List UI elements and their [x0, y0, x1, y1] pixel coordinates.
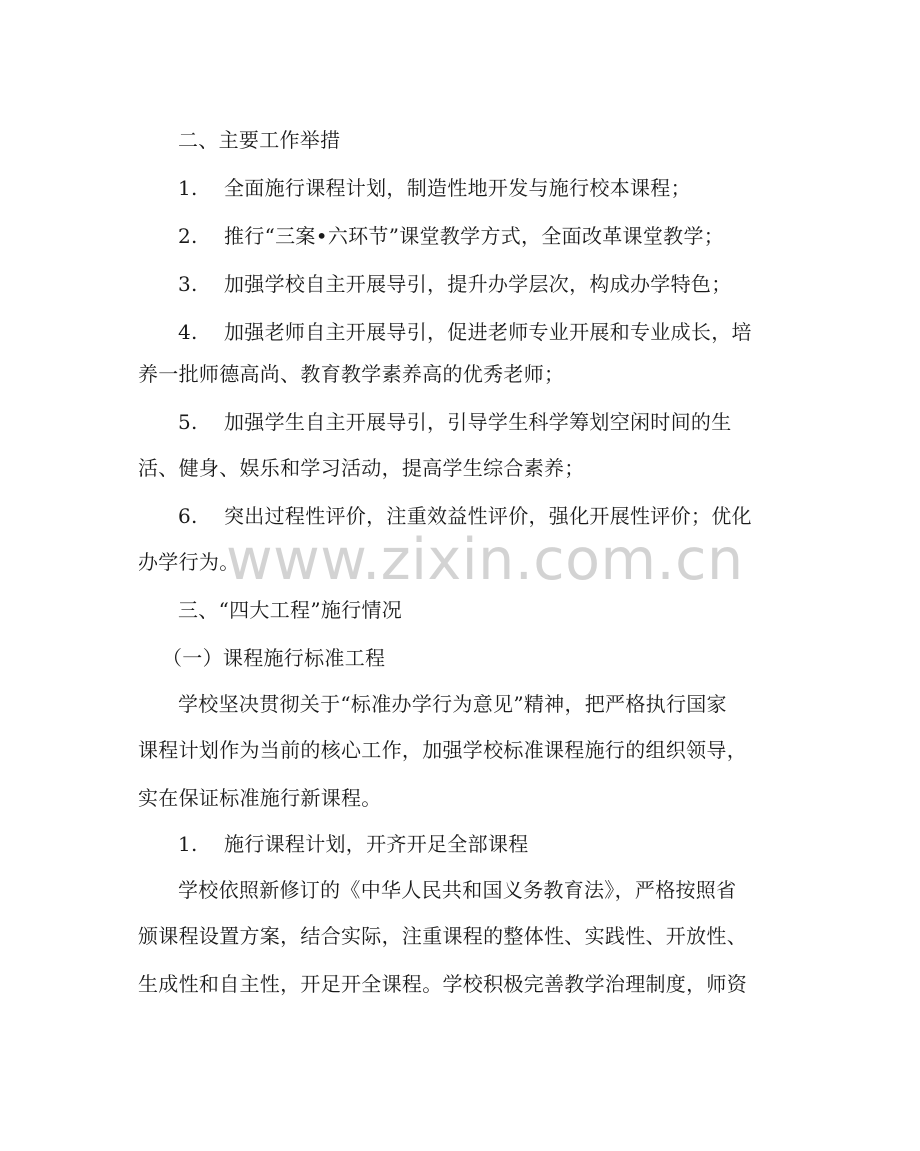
item-number: 4. — [178, 320, 198, 344]
list-item-5-cont — [138, 456, 585, 480]
line-text: 活、健身、娱乐和学习活动，提高学生综合素养； — [138, 456, 585, 480]
line-text: （一）课程施行标准工程 — [162, 646, 386, 670]
line-text: 生成性和自主性，开足开全课程。学校积极完善教学治理制度，师资 — [138, 972, 747, 996]
item-number: 5. — [178, 410, 198, 434]
paragraph-line — [138, 738, 747, 762]
line-text: 推行“三案•六环节”课堂教学方式，全面改革课堂教学； — [224, 224, 725, 248]
line-text: 学校依照新修订的《中华人民共和国义务教育法》，严格按照省 — [178, 878, 737, 902]
paragraph-line — [138, 924, 747, 948]
line-text: 突出过程性评价，注重效益性评价，强化开展性评价；优化 — [224, 504, 752, 528]
item-number: 1. — [178, 176, 198, 200]
paragraph-line — [178, 878, 736, 902]
line-text: 办学行为。 — [138, 550, 240, 574]
list-item-6 — [178, 504, 752, 528]
line-text: 施行课程计划，开齐开足全部课程 — [224, 832, 529, 856]
list-item-4 — [178, 320, 752, 344]
subsection-heading-1 — [162, 646, 385, 670]
list-item-4-cont — [138, 362, 564, 386]
paragraph-line — [138, 786, 382, 810]
list-item-6-cont — [138, 550, 240, 574]
paragraph-line — [138, 972, 747, 996]
line-text: 全面施行课程计划，制造性地开发与施行校本课程； — [224, 176, 691, 200]
section-heading-2 — [178, 128, 340, 152]
watermark: www.zixin.com.cn — [226, 527, 744, 593]
line-text: 三、“四大工程”施行情况 — [178, 598, 403, 622]
list-item-5 — [178, 410, 732, 434]
line-text: 二、主要工作举措 — [178, 128, 341, 152]
line-text: 课程计划作为当前的核心工作，加强学校标准课程施行的组织领导， — [138, 738, 747, 762]
list-item-2 — [178, 224, 724, 248]
list-item-3 — [178, 272, 732, 296]
line-text: 养一批师德高尚、教育教学素养高的优秀老师； — [138, 362, 565, 386]
item-number: 1. — [178, 832, 198, 856]
line-text: 加强学校自主开展导引，提升办学层次，构成办学特色； — [224, 272, 732, 296]
paragraph-line — [178, 692, 727, 716]
item-number: 6. — [178, 504, 198, 528]
item-number: 3. — [178, 272, 198, 296]
line-text: 颁课程设置方案，结合实际，注重课程的整体性、实践性、开放性、 — [138, 924, 747, 948]
line-text: 加强老师自主开展导引，促进老师专业开展和专业成长，培 — [224, 320, 752, 344]
list-item-subsection-1 — [178, 832, 529, 856]
list-item-1 — [178, 176, 691, 200]
item-number: 2. — [178, 224, 198, 248]
line-text: 加强学生自主开展导引，引导学生科学筹划空闲时间的生 — [224, 410, 732, 434]
line-text: 实在保证标准施行新课程。 — [138, 786, 382, 810]
line-text: 学校坚决贯彻关于“标准办学行为意见”精神，把严格执行国家 — [178, 692, 727, 716]
section-heading-3 — [178, 598, 402, 622]
